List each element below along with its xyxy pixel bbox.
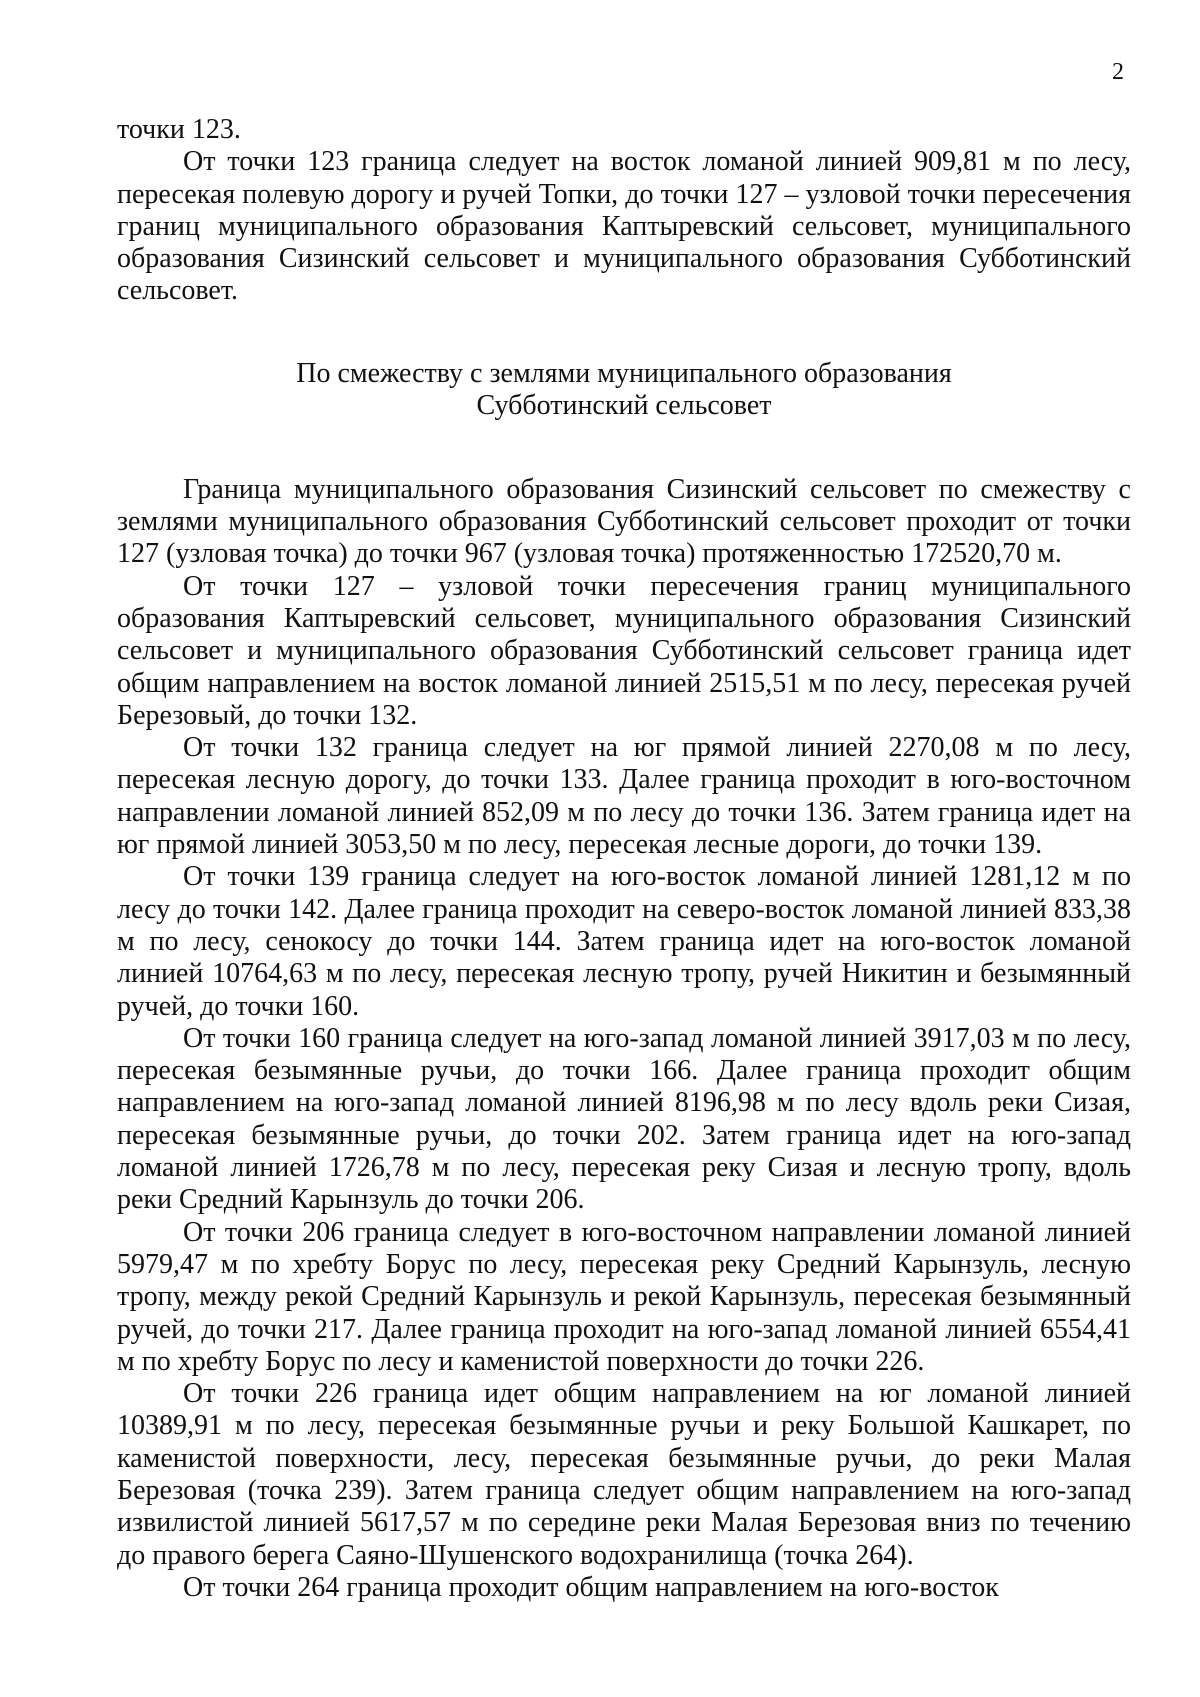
paragraph-point-206: От точки 206 граница следует в юго-восточном направлении ломаной линией 5979,47 м по хребту Борус по лесу, пересекая реку Средний Карынзуль, лесную тропу, между рекой Средний Карынзуль и рекой Карынзуль, пересекая безымянный ручей, до точки 217. Далее граница проходит на юго-запад ломаной линией 6554,41 м по хребту Борус по лесу и каменистой поверхности до точки 226. — [117, 1216, 1131, 1377]
section-heading-line-2: Субботинский сельсовет — [476, 390, 772, 422]
paragraph-continuation: точки 123. — [117, 114, 241, 145]
paragraph-point-139: От точки 139 граница следует на юго-восток ломаной линией 1281,12 м по лесу до точки 142. Далее граница проходит на северо-восток ломаной линией 833,38 м по лесу, сенокосу до точки 144. Затем граница идет на юго-восток ломаной линией 10764,63 м по лесу, пересекая лесную тропу, ручей Никитин и безымянный ручей, до точки 160. — [117, 861, 1131, 1022]
paragraph-point-127: От точки 127 – узловой точки пересечения границ муниципального образования Каптыревский сельсовет, муниципального образования Сизинский сельсовет и муниципального образования Субботинский сельсовет граница идет общим направлением на восток ломаной линией 2515,51 м по лесу, пересекая ручей Березовый, до точки 132. — [117, 570, 1131, 731]
section-heading-line-1: По смежеству с землями муниципального образования — [296, 357, 952, 389]
section-heading — [117, 358, 1131, 423]
page-number: 2 — [1112, 59, 1124, 85]
paragraph-point-226: От точки 226 граница идет общим направлением на юг ломаной линией 10389,91 м по лесу, пересекая безымянные ручьи и реку Большой Кашкарет, по каменистой поверхности, лесу, пересекая безымянные ручьи, до реки Малая Березовая (точка 239). Затем граница следует общим направлением на юго-запад извилистой линией 5617,57 м по середине реки Малая Березовая вниз по течению до правого берега Саяно-Шушенского водохранилища (точка 264). — [117, 1378, 1131, 1571]
paragraph-point-123: От точки 123 граница следует на восток ломаной линией 909,81 м по лесу, пересекая полевую дорогу и ручей Топки, до точки 127 – узловой точки пересечения границ муниципального образования Каптыревский сельсовет, муниципального образования Сизинский сельсовет и муниципального образования Субботинский сельсовет. — [117, 146, 1131, 307]
paragraph-boundary-intro: Граница муниципального образования Сизинский сельсовет по смежеству с землями муниципального образования Субботинский сельсовет проходит от точки 127 (узловая точка) до точки 967 (узловая точка) протяженностью 172520,70 м. — [117, 473, 1131, 570]
paragraph-point-160: От точки 160 граница следует на юго-запад ломаной линией 3917,03 м по лесу, пересекая безымянные ручьи, до точки 166. Далее граница проходит общим направлением на юго-запад ломаной линией 8196,98 м по лесу вдоль реки Сизая, пересекая безымянные ручьи, до точки 202. Затем граница идет на юго-запад ломаной линией 1726,78 м по лесу, пересекая реку Сизая и лесную тропу, вдоль реки Средний Карынзуль до точки 206. — [117, 1022, 1131, 1216]
paragraph-point-264: От точки 264 граница проходит общим направлением на юго-восток — [183, 1571, 999, 1603]
paragraph-point-132: От точки 132 граница следует на юг прямой линией 2270,08 м по лесу, пересекая лесную дорогу, до точки 133. Далее граница проходит в юго-восточном направлении ломаной линией 852,09 м по лесу до точки 136. Затем граница идет на юг прямой линией 3053,50 м по лесу, пересекая лесные дороги, до точки 139. — [117, 732, 1131, 861]
document-body — [117, 114, 1131, 1604]
